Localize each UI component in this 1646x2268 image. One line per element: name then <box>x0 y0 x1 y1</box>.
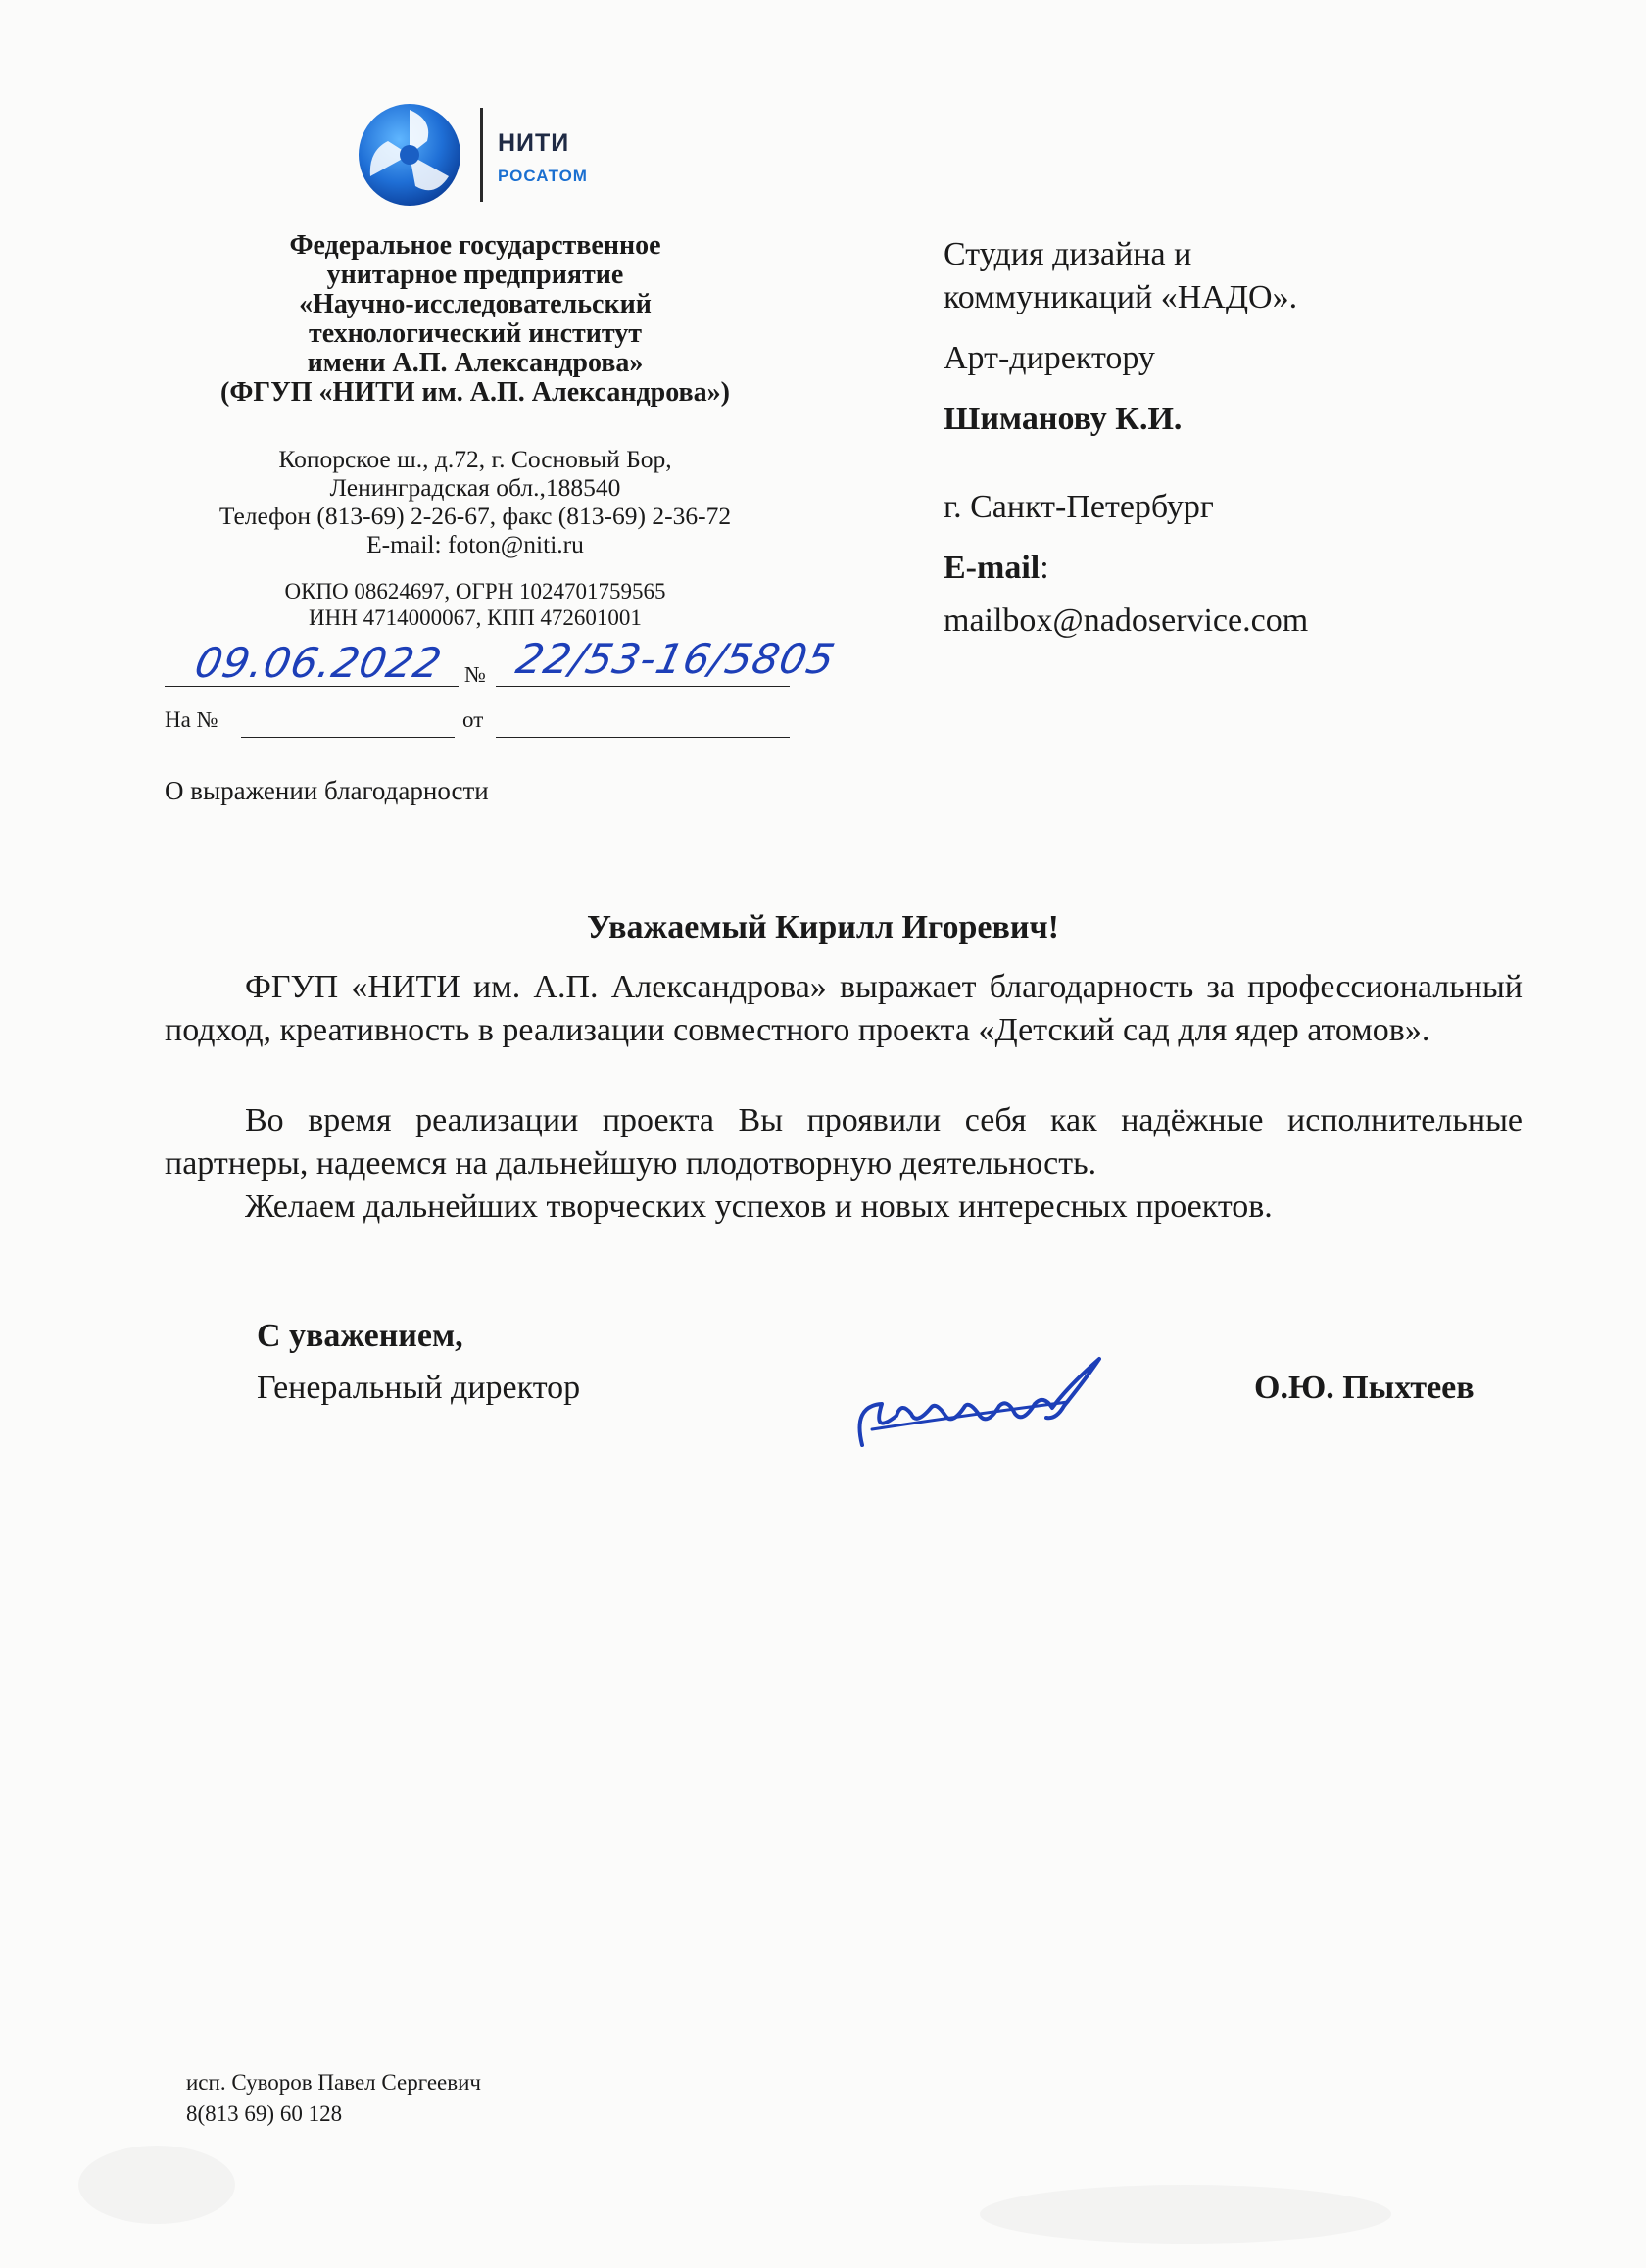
email-label: E-mail <box>944 550 1041 586</box>
org-address <box>157 445 794 558</box>
rosatom-logo <box>355 102 609 208</box>
codes-line: ИНН 4714000067, КПП 472601001 <box>309 605 642 630</box>
org-line: «Научно-исследовательский <box>299 289 652 319</box>
org-line: имени А.П. Александрова» <box>307 348 644 378</box>
email-colon: : <box>1040 550 1049 586</box>
ref-from-label: от <box>462 707 484 732</box>
logo-separator <box>480 108 483 202</box>
recipient-email: mailbox@nadoservice.com <box>944 603 1309 639</box>
ref-number-underline <box>241 737 455 738</box>
paragraph-3: Желаем дальнейших творческих успехов и новых интересных проектов. <box>245 1188 1273 1225</box>
salutation: Уважаемый Кирилл Игоревич! <box>587 909 1059 945</box>
scan-smudge <box>78 2146 235 2224</box>
address-line: Копорское ш., д.72, г. Сосновый Бор, <box>278 445 672 473</box>
scan-smudge <box>980 2185 1391 2244</box>
address-line: Телефон (813-69) 2-26-67, факс (813-69) 2-36-72 <box>218 502 732 530</box>
executor-name: исп. Суворов Павел Сергеевич <box>186 2070 481 2095</box>
logo-subtitle: РОСАТОМ <box>498 167 588 185</box>
regards: С уважением, <box>257 1318 463 1354</box>
executor-info <box>186 2067 481 2130</box>
recipient-city: г. Санкт-Петербург <box>944 489 1214 525</box>
ref-number-label: На № <box>165 707 218 732</box>
subject-line: О выражении благодарности <box>165 776 489 805</box>
signer-position: Генеральный директор <box>257 1370 581 1406</box>
recipient-position: Арт-директору <box>944 340 1155 376</box>
org-line: унитарное предприятие <box>326 260 624 290</box>
recipient-name: Шиманову К.И. <box>944 401 1183 437</box>
handwritten-date: 09.06.2022 <box>190 639 447 687</box>
address-line: Ленинградская обл.,188540 <box>329 473 621 502</box>
paragraph-2: Во время реализации проекта Вы проявили себя как надёжные исполнительные партнеры, надеемся на дальнейшую плодотворную деятельность. <box>165 1102 1523 1182</box>
executor-phone: 8(813 69) 60 128 <box>186 2101 343 2126</box>
number-sign: № <box>464 662 486 687</box>
org-codes <box>157 578 794 631</box>
handwritten-number: 22/53-16/5805 <box>511 635 840 683</box>
signature-icon <box>843 1347 1127 1465</box>
org-line: (ФГУП «НИТИ им. А.П. Александрова») <box>220 377 730 408</box>
number-underline <box>496 686 790 687</box>
recipient-company-line: Студия дизайна и <box>944 236 1192 272</box>
recipient-company-line: коммуникаций «НАДО». <box>944 279 1298 315</box>
recipient-company <box>944 233 1297 319</box>
org-line: Федеральное государственное <box>289 230 661 261</box>
rosatom-emblem-icon <box>355 102 464 208</box>
org-line: технологический институт <box>308 318 643 349</box>
address-line: E-mail: foton@niti.ru <box>366 530 584 558</box>
recipient-email-label <box>944 547 1049 590</box>
paragraph-1: ФГУП «НИТИ им. А.П. Александрова» выражает благодарность за профессиональный подход, креативность в реализации совместного проекта «Детский сад для ядер атомов». <box>165 969 1523 1048</box>
ref-date-underline <box>496 737 790 738</box>
org-name <box>157 231 794 408</box>
signer-name: О.Ю. Пыхтеев <box>1254 1370 1475 1406</box>
codes-line: ОКПО 08624697, ОГРН 1024701759565 <box>284 579 666 603</box>
logo-name: НИТИ <box>498 129 570 157</box>
